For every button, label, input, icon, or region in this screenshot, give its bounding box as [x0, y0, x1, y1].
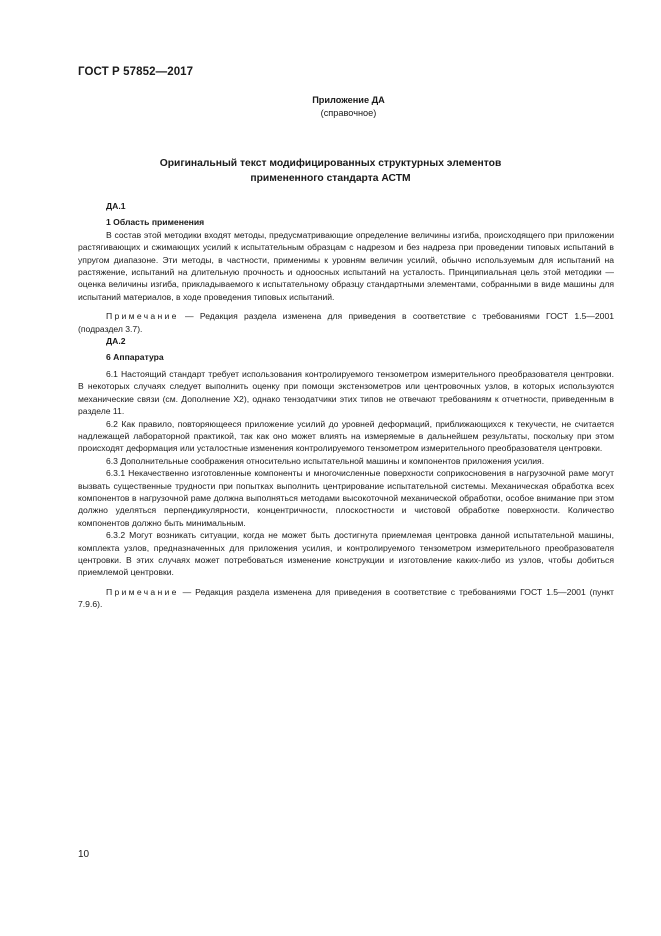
document-body [78, 200, 614, 611]
page-number: 10 [78, 849, 90, 860]
note-2 [78, 586, 614, 611]
section-1-text: В состав этой методики входят методы, предусматривающие определение величины изгиба, происходящего при приложении растягивающих и сжимающих усилий к испытательным образцам с надрезом и без надреза при проведении типовых испытаний в упругом диапазоне. Эти методы, в частности, применимы к уровням величин усилий, обычно используемым для испытаний на растяжение, испытаний на длительную прочность и одноосных испытаний на усталость. Принципиальная цель этой методики — оценка величины изгиба, прикладываемого к испытательному образцу стандартными элементами, собранными в виде машины для испытаний материалов, в ходе проведения типовых испытаний. [78, 229, 614, 302]
note-2-text: — Редакция раздела изменена для приведения в соответствие с требованиями ГОСТ 1.5—2001 (пункт 7.9.6). [78, 586, 614, 610]
main-title [0, 156, 661, 186]
document-code: ГОСТ Р 57852—2017 [78, 66, 194, 78]
note-1-label: Примечание [106, 311, 179, 322]
note-2-label: Примечание [106, 586, 179, 597]
note-1 [78, 310, 614, 335]
paragraph-6-3: 6.3 Дополнительные соображения относительно испытательной машины и компонентов приложения усилия. [106, 455, 545, 466]
appendix-title: Приложение ДА [312, 95, 385, 105]
main-title-line-2: примененного стандарта АСТМ [250, 173, 411, 184]
note-1-text: — Редакция раздела изменена для приведения в соответствие с требованиями ГОСТ 1.5—2001 (подраздел 3.7). [78, 311, 614, 334]
main-title-line-1: Оригинальный текст модифицированных структурных элементов [159, 158, 502, 169]
da1-label: ДА.1 [106, 201, 126, 211]
section-6-heading: 6 Аппаратура [106, 352, 164, 363]
paragraph-6-3-1: 6.3.1 Некачественно изготовленные компоненты и многочисленные поверхности соприкосновения в нагрузочной раме могут вызвать существенные трудности при попытках выполнить центрирование испытательной системы. Механическая обработка всех компонентов в нагрузочной раме должна выполняться методами высокоточной механической обработки, особое внимание при этом должно уделяться перпендикулярности, концентричности, плоскостности и чистовой обработке поверхности. Количество компонентов должно быть минимальным. [78, 468, 614, 528]
section-1-heading: 1 Область применения [106, 217, 205, 228]
da2-label: ДА.2 [106, 336, 126, 347]
appendix-heading [0, 94, 661, 120]
paragraph-6-1: 6.1 Настоящий стандарт требует использования контролируемого тензометром измерительного преобразователя центровки. В некоторых случаях следует выполнить оценку при помощи экстензометров или центровочных узлов, в которых используются механические связи (см. Дополнение Х2), однако тензодатчики этих типов не отвечают требованиям к отчетности, приведенным в разделе 11. [78, 368, 614, 417]
appendix-subtitle: (справочное) [320, 108, 377, 118]
paragraph-6-3-2: 6.3.2 Могут возникать ситуации, когда не может быть достигнута приемлемая центровка данной испытательной машины, комплекта узлов, предназначенных для приложения усилия, и контролируемого тензометром измерительного преобразователя центровки. В этих случаях может потребоваться изменение конструкции и изготовление каких-либо из узлов, чтобы добиться приемлемой центровки. [78, 530, 614, 578]
paragraph-6-2: 6.2 Как правило, повторяющееся приложение усилий до уровней деформаций, приближающихся к текучести, не считается надлежащей лабораторной практикой, так как оно может влиять на измеряемые в дальнейшем результаты, поскольку при этом происходят деформация или усталостные изменения контролируемого тензометром измерительного преобразователя центровки. [78, 418, 614, 454]
